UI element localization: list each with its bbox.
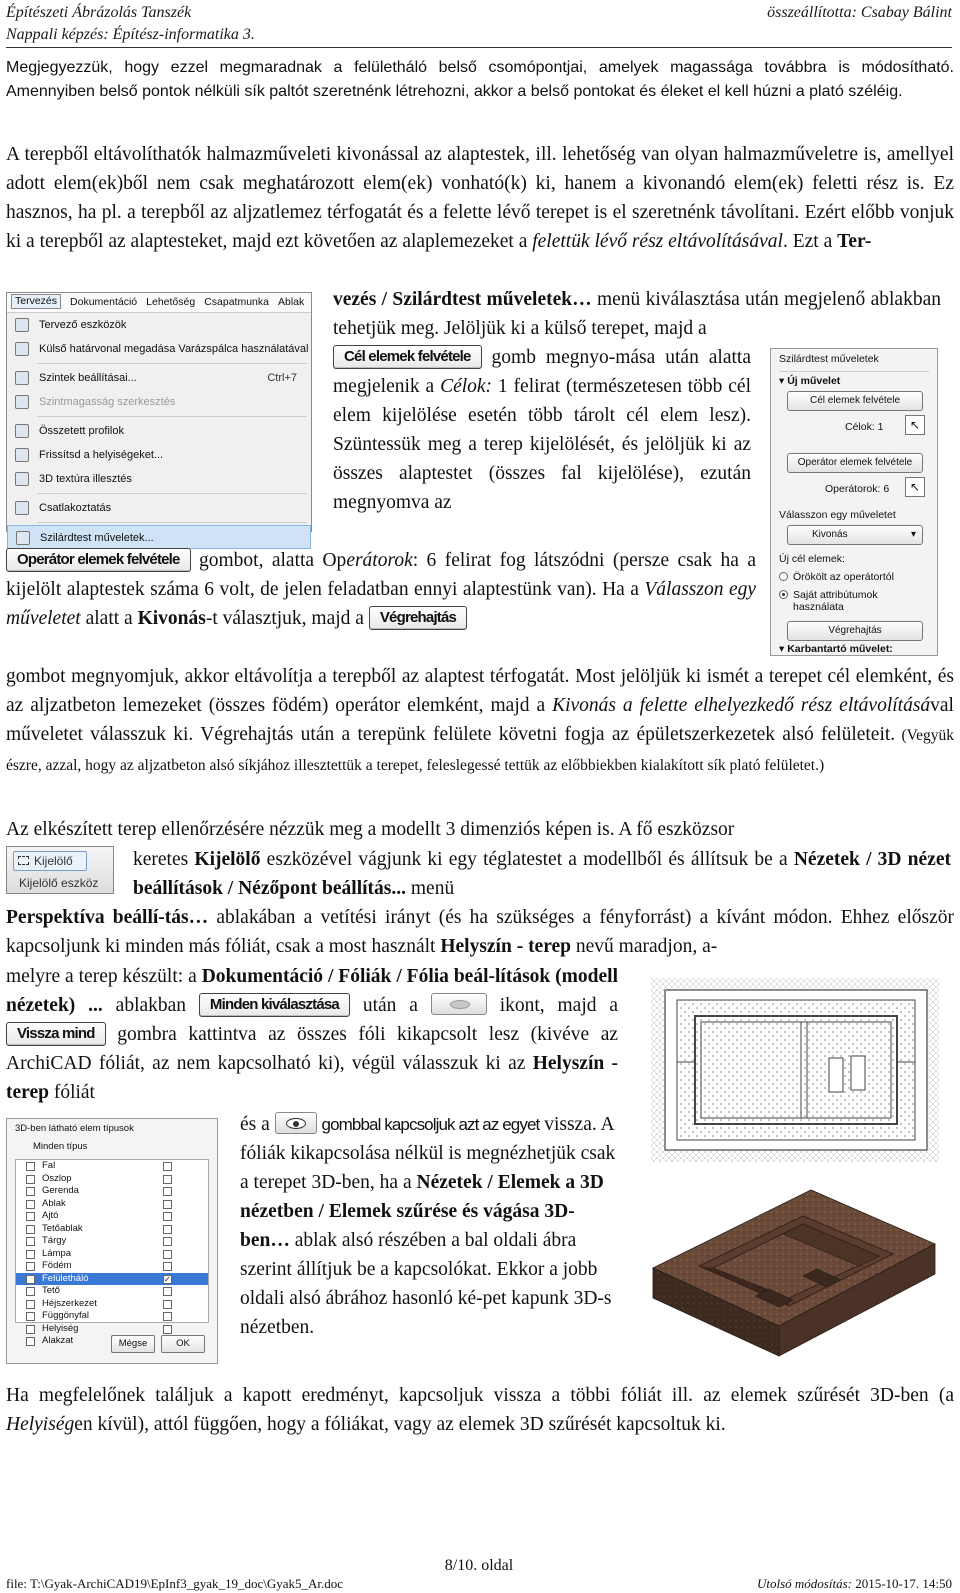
p3-bold: vezés / Szilárdtest műveletek… [333,289,592,310]
footer-modified [757,1576,952,1592]
selector-label: Kijelölő [34,854,73,868]
element-type-label: Tető [42,1285,60,1296]
selector-tool-screenshot [6,846,114,894]
p2-bold: Ter- [837,231,872,252]
p2-text: A terepből eltávolíthatók halmazműveleti kivonással az alaptestek, ill. lehetőség van olyan halmazműveletre is, amellyel adott elem(ek)ből nem csak meghatározott elem(ek) vonható(k) ki, hanem a kivonandó elem(ek) feletti rész is. Ez hasznos, ha pl. a terepből az aljzatlemez térfogatát és a felette lévő terepet is el szeretnénk távolítani. Ezért előbb vonjuk ki a terepből az alaptesteket, majd ezt követően az alaplemezeket a [6,144,954,252]
layer-hide-button[interactable] [431,993,487,1015]
element-type-label: Ajtó [42,1210,59,1221]
p6-text-a: melyre a terep készült: a [6,966,202,987]
element-type-row[interactable] [16,1185,208,1198]
element-type-row[interactable] [16,1198,208,1211]
menu-item[interactable] [7,496,311,520]
visibility-checkbox[interactable] [163,1212,172,1221]
p8-text-a: Ha megfelelőnek találjuk a kapott eredményt, kapcsoljuk vissza a többi fóliát ill. az elemek szűrését 3D-ben (a [6,1385,954,1406]
p6-text-g: fóliát [48,1082,95,1103]
checkbox-icon[interactable] [26,1300,35,1309]
checkbox-icon[interactable] [26,1325,35,1334]
menubar-item[interactable]: Dokumentáció [70,296,138,308]
element-type-label: Lámpa [42,1247,72,1259]
p7-text-a: és a [240,1114,270,1135]
menu-item-label: Szilárdtest műveletek... [40,532,154,544]
menu-item-label: Csatlakoztatás [39,502,112,514]
element-type-row[interactable] [16,1173,208,1186]
select-all-button[interactable]: Minden kiválasztása [199,993,350,1017]
execute-button[interactable]: Végrehajtás [369,606,467,630]
menu-item-label: Szintek beállításai... [39,372,137,384]
element-type-label: Födém [42,1260,72,1271]
menu-item-label: Frissítsd a helyiségeket... [39,449,164,461]
checkbox-icon[interactable] [26,1287,35,1296]
p5-text-b: keretes [133,849,195,870]
menu-item-icon [15,501,29,515]
element-type-label: Tárgy [42,1235,67,1246]
element-type-row[interactable] [16,1260,208,1273]
operator-select-icon[interactable]: ↖ [905,477,925,497]
paragraph-5-top: Az elkészített terep ellenőrzésére nézzük meg a modellt 3 dimenziós képen is. A fő eszközsor [6,819,735,840]
menu-item-icon [15,318,29,332]
element-type-row[interactable] [16,1310,208,1323]
closed-eye-icon [450,1000,470,1009]
page-number: 8/10. oldal [444,1557,514,1574]
menu-item[interactable] [7,337,311,361]
p5-text-c: eszközével vágjunk ki egy téglatestet a modellből és állítsuk be a [260,849,794,870]
operators-count: Operátorok: 6 [825,483,890,495]
element-type-row[interactable] [16,1285,208,1298]
menu-item-label: Szintmagasság szerkesztés [39,396,176,408]
p5-text-e: ablakában a vetítési irányt (és ha szükséges a fényforrást) a kívánt módon. Ehhez először kapcsoljunk ki minden más fóliát, csak a most használt [6,907,954,957]
element-type-label: Gerenda [42,1185,79,1196]
p3-text: menü kiválasztása után megjelenő ablakban tehetjük meg. Jelöljük ki a külső terepet, majd a [333,289,941,339]
menu-separator [37,416,307,417]
p4-small-note: (Vegyük észre, azzal, hogy az aljzatbeton alsó síkjához illesztettük a terepet, feleslegessé tettük az előbbiekben kialakított sík plató felületet.) [6,727,954,774]
menu-item-icon [16,531,30,545]
radio-inherit-label: Örökölt az operátortól [793,571,894,583]
terrain-3d-render [643,1180,943,1360]
p4-text-d: -t választjuk, majd a [205,608,364,629]
p4-italic-2: Válasszon egy műveletet [6,579,757,629]
p4-italic: erátorok [346,550,413,571]
menu-item-label: 3D textúra illesztés [39,473,132,485]
selector-tooltip: Kijelölő eszköz [19,876,99,890]
visibility-checkbox[interactable] [163,1175,172,1184]
menu-item-icon [15,424,29,438]
new-operation-text: Új művelet [787,375,841,387]
element-type-label: Felületháló [42,1272,89,1284]
p7-text-c: vissza. A fóliák kikapcsolása nélkül is megnézhetjük csak a terepet 3D-ben, ha a [240,1114,616,1193]
ok-button[interactable]: OK [161,1335,205,1353]
p8-italic: Helyiség [6,1414,75,1435]
menu-items [7,313,311,549]
radio-icon [779,572,788,581]
p5-bold-4: Helyszín - terep [440,936,572,957]
p3-text-b: gomb megnyo-mása után alatta megjelenik a [333,347,751,397]
choose-operation-label: Válasszon egy műveletet [779,509,896,521]
menu-item[interactable] [7,443,311,467]
menu-item[interactable] [7,390,311,414]
element-type-row[interactable] [16,1223,208,1236]
p6-bold-1: Dokumentáció / Fóliák / Fólia beál-lítások (modell nézetek) ... [6,966,618,1016]
menubar-item[interactable]: Lehetőség [146,296,196,308]
checkbox-icon[interactable] [26,1250,35,1259]
footer-line [6,1576,952,1592]
p4-text: gombot, alatta Op [199,550,347,571]
visibility-checkbox[interactable] [163,1287,172,1296]
element-type-row[interactable] [16,1248,208,1261]
menu-item-label: Összetett profilok [39,425,124,437]
menu-item[interactable] [7,419,311,443]
element-type-label: Helyiség [42,1322,79,1334]
checkbox-icon[interactable] [26,1212,35,1221]
element-types-title: 3D-ben látható elem típusok [15,1123,134,1134]
element-type-row[interactable] [16,1235,208,1248]
menu-item[interactable] [7,366,311,390]
visibility-checkbox[interactable] [163,1262,172,1271]
maintenance-text: Karbantartó művelet: [787,643,893,655]
checkbox-icon[interactable] [26,1225,35,1234]
p4-italic-3: Kivonás a felette elhelyezkedő rész eltávolításá [552,695,931,716]
floor-plan-drawing [651,978,939,1162]
visibility-checkbox[interactable] [163,1250,172,1259]
element-type-label: Fal [42,1160,56,1171]
eye-pupil [293,1121,299,1127]
menu-item-shortcut: Ctrl+7 [267,372,297,384]
menubar-item[interactable]: Csapatmunka [204,296,269,308]
menu-separator [37,493,307,494]
header-department: Építészeti Ábrázolás Tanszék [6,4,192,21]
p3-text-c: 1 felirat (természetesen több cél elem kijelölése esetén több tárolt cél elem lesz). Szüntessük meg a terep kijelölését, és jelöljük ki az összes alaptestet (összes fal kijelölése), ezután megnyomva az [333,376,751,513]
paragraph-3-mid [333,343,751,517]
visibility-checkbox[interactable] [163,1187,172,1196]
p4-text-c: alatt a [80,608,138,629]
visibility-checkbox[interactable] [163,1325,172,1334]
element-type-label: Héjszerkezet [42,1297,97,1309]
p6-text-b: ablakban [102,995,187,1016]
menu-item-label: Külső határvonal megadása Varázspálca használatával [39,343,309,355]
p6-bold-2: Helyszín - terep [6,1053,619,1103]
operation-dropdown[interactable] [787,525,923,545]
panel-execute-button[interactable]: Végrehajtás [787,621,923,641]
visibility-checkbox[interactable]: ✓ [164,1274,171,1284]
layer-show-button[interactable] [275,1112,317,1134]
checkbox-icon[interactable] [26,1337,35,1346]
paragraph-7 [240,1110,620,1342]
menu-item-icon [15,472,29,486]
checkbox-icon[interactable] [26,1175,35,1184]
element-type-row[interactable] [16,1323,208,1336]
paragraph-6 [6,962,618,1107]
new-elements-label: Új cél elemek: [779,553,845,565]
element-type-label: Alakzat [42,1335,74,1346]
modified-value: 2015-10-17. 14:50 [855,1576,952,1591]
element-type-label: Tetőablak [42,1222,83,1234]
p8-text-b: en kívül), attól függően, hogy a fóliákat, vagy az elemek 3D szűrését kapcsoltuk ki. [74,1414,726,1435]
element-type-row[interactable] [16,1210,208,1223]
radio-own-label: Saját attribútumok használata [793,589,878,613]
menu-item-icon [15,371,29,385]
element-type-label: Függönyfal [42,1310,90,1321]
p5-text-f: nevű maradjon, a- [571,936,718,957]
element-types-panel [6,1118,218,1364]
radio-own-attributes[interactable] [779,589,929,613]
target-select-icon[interactable]: ↖ [905,415,925,435]
visibility-checkbox[interactable] [163,1300,172,1309]
marquee-icon [18,856,29,865]
menu-item-icon [15,395,29,409]
p5-bold-2: Nézetek / 3D nézet beállítások / Nézőpont beállítás... [133,849,951,899]
paragraph-4-top [6,546,756,633]
operation-value: Kivonás [812,529,848,540]
element-type-label: Ablak [42,1197,66,1209]
menubar-item[interactable]: Ablak [277,296,305,308]
operator-elements-button[interactable]: Operátor elemek felvétele [6,548,191,572]
checkbox-icon[interactable] [26,1275,35,1284]
solid-operations-panel [770,348,938,656]
maintenance-label: ▾ Karbantartó művelet: [779,643,893,655]
menu-item-icon [15,342,29,356]
element-types-header: Minden típus [33,1141,88,1152]
menu-item[interactable] [7,467,311,491]
all-back-button[interactable]: Vissza mind [6,1022,106,1046]
header-author: összeállította: Csabay Bálint [767,4,952,21]
radio-selected-icon [779,590,788,599]
menu-screenshot [6,292,312,544]
radio-inherit[interactable] [779,571,929,583]
p6-text-e: ikont, majd a [499,995,619,1016]
chevron-down-icon: ▾ [910,529,916,540]
p6-text-f: gombra kattintva az összes fóli kikapcsolt lesz (kivéve az ArchiCAD fóliát, az nem kapcsolható ki), végül válasszuk ki az [6,1024,619,1074]
p7-text-b: gombbal kapcsoljuk azt az egyet [321,1115,540,1134]
footer-file: file: T:\Gyak-ArchiCAD19\EpInf3_gyak_19_doc\Gyak5_Ar.doc [6,1576,344,1591]
checkbox-icon[interactable] [26,1162,35,1171]
paragraph-8 [6,1381,954,1439]
p4-text-b: : 6 felirat fog látszódni (persze csak ha a kijelölt alaptestek száma 6 volt, de jelen feladatban ennyi alaptestünk van). Ha a [6,550,757,600]
menu-item-label: Tervező eszközök [39,319,127,331]
visibility-checkbox[interactable] [163,1237,172,1246]
checkbox-icon[interactable] [26,1312,35,1321]
p2-text-b: . Ezt a [782,231,838,252]
visibility-checkbox[interactable] [163,1200,172,1209]
header-divider [6,47,952,48]
paragraph-3-top [333,285,941,343]
element-type-row[interactable] [16,1273,208,1286]
p7-text-d: ablak alsó részében a bal oldali ábra szerint állítjuk be a kapcsolókat. Ekkor a jobb oldali alsó ábrához hasonló ké-pet kapunk 3D-s nézetben. [240,1230,612,1338]
p6-text-c: után [362,995,397,1016]
p6-text-d: a [409,995,418,1016]
element-type-row[interactable] [16,1298,208,1311]
element-type-label: Oszlop [42,1172,72,1184]
cancel-button[interactable]: Mégse [111,1335,155,1353]
p2-italic: felettük lévő rész eltávolításával [532,231,783,252]
paragraph-4-bottom [6,662,954,780]
paragraph-5-bottom [6,903,954,961]
targets-count: Célok: 1 [845,421,884,433]
paragraph-1: Megjegyezzük, hogy ezzel megmaradnak a felületháló belső csomópontjai, amelyek magassága továbbra is módosítható. Amennyiben belső pontok nélküli sík paltót szeretnénk létrehozni, akkor a belső pontokat és éleket el kell húzni a plató széléig. [6,59,954,100]
panel-target-button[interactable]: Cél elemek felvétele [787,391,923,411]
checkbox-icon[interactable] [26,1187,35,1196]
checkbox-icon[interactable] [26,1200,35,1209]
panel-title: Szilárdtest műveletek [779,353,879,365]
paragraph-5-side [133,845,951,903]
modified-label: Utolsó módosítás: [756,1576,852,1591]
visibility-checkbox[interactable] [163,1312,172,1321]
menu-item-icon [15,448,29,462]
checkbox-icon[interactable] [26,1237,35,1246]
visibility-checkbox[interactable] [163,1225,172,1234]
menubar-item[interactable]: Tervezés [11,294,61,309]
p3-italic: Célok: [440,376,493,397]
panel-operator-button[interactable]: Operátor elemek felvétele [787,453,923,473]
target-elements-button[interactable]: Cél elemek felvétele [333,345,482,369]
menu-item[interactable] [7,313,311,337]
menubar [7,293,311,313]
p5-text-d: menü [406,878,455,899]
new-operation-label: ▾ Új művelet [779,371,929,387]
p5-bold-1: Kijelölő [194,849,261,870]
p4-text-f: val műveletet válasszuk ki. Végrehajtás után a terepünk felülete követni fogja az épületszerkezetek alsó felületeit. [6,695,954,745]
selector-tool-button[interactable] [13,851,87,871]
element-type-row[interactable] [16,1160,208,1173]
p4-text-e: gombot megnyomjuk, akkor eltávolítja a terepből az alaptest térfogatát. Most jelöljük ki ismét a terepet cél elemként, és az aljzatbeton lemezeket (összes födém) operátor elemként, majd a [6,666,954,716]
header-course: Nappali képzés: Építész-informatika 3. [6,26,255,43]
checkbox-icon[interactable] [26,1262,35,1271]
p4-bold: Kivonás [137,608,206,629]
p7-bold: Nézetek / Elemek a 3D nézetben / Elemek szűrése és vágása 3D-ben… [240,1172,604,1251]
p5-bold-3: Perspektíva beállí-tás… [6,907,209,928]
visibility-checkbox[interactable] [163,1162,172,1171]
menu-separator [37,522,307,523]
paragraph-2 [6,140,954,256]
menu-separator [37,363,307,364]
